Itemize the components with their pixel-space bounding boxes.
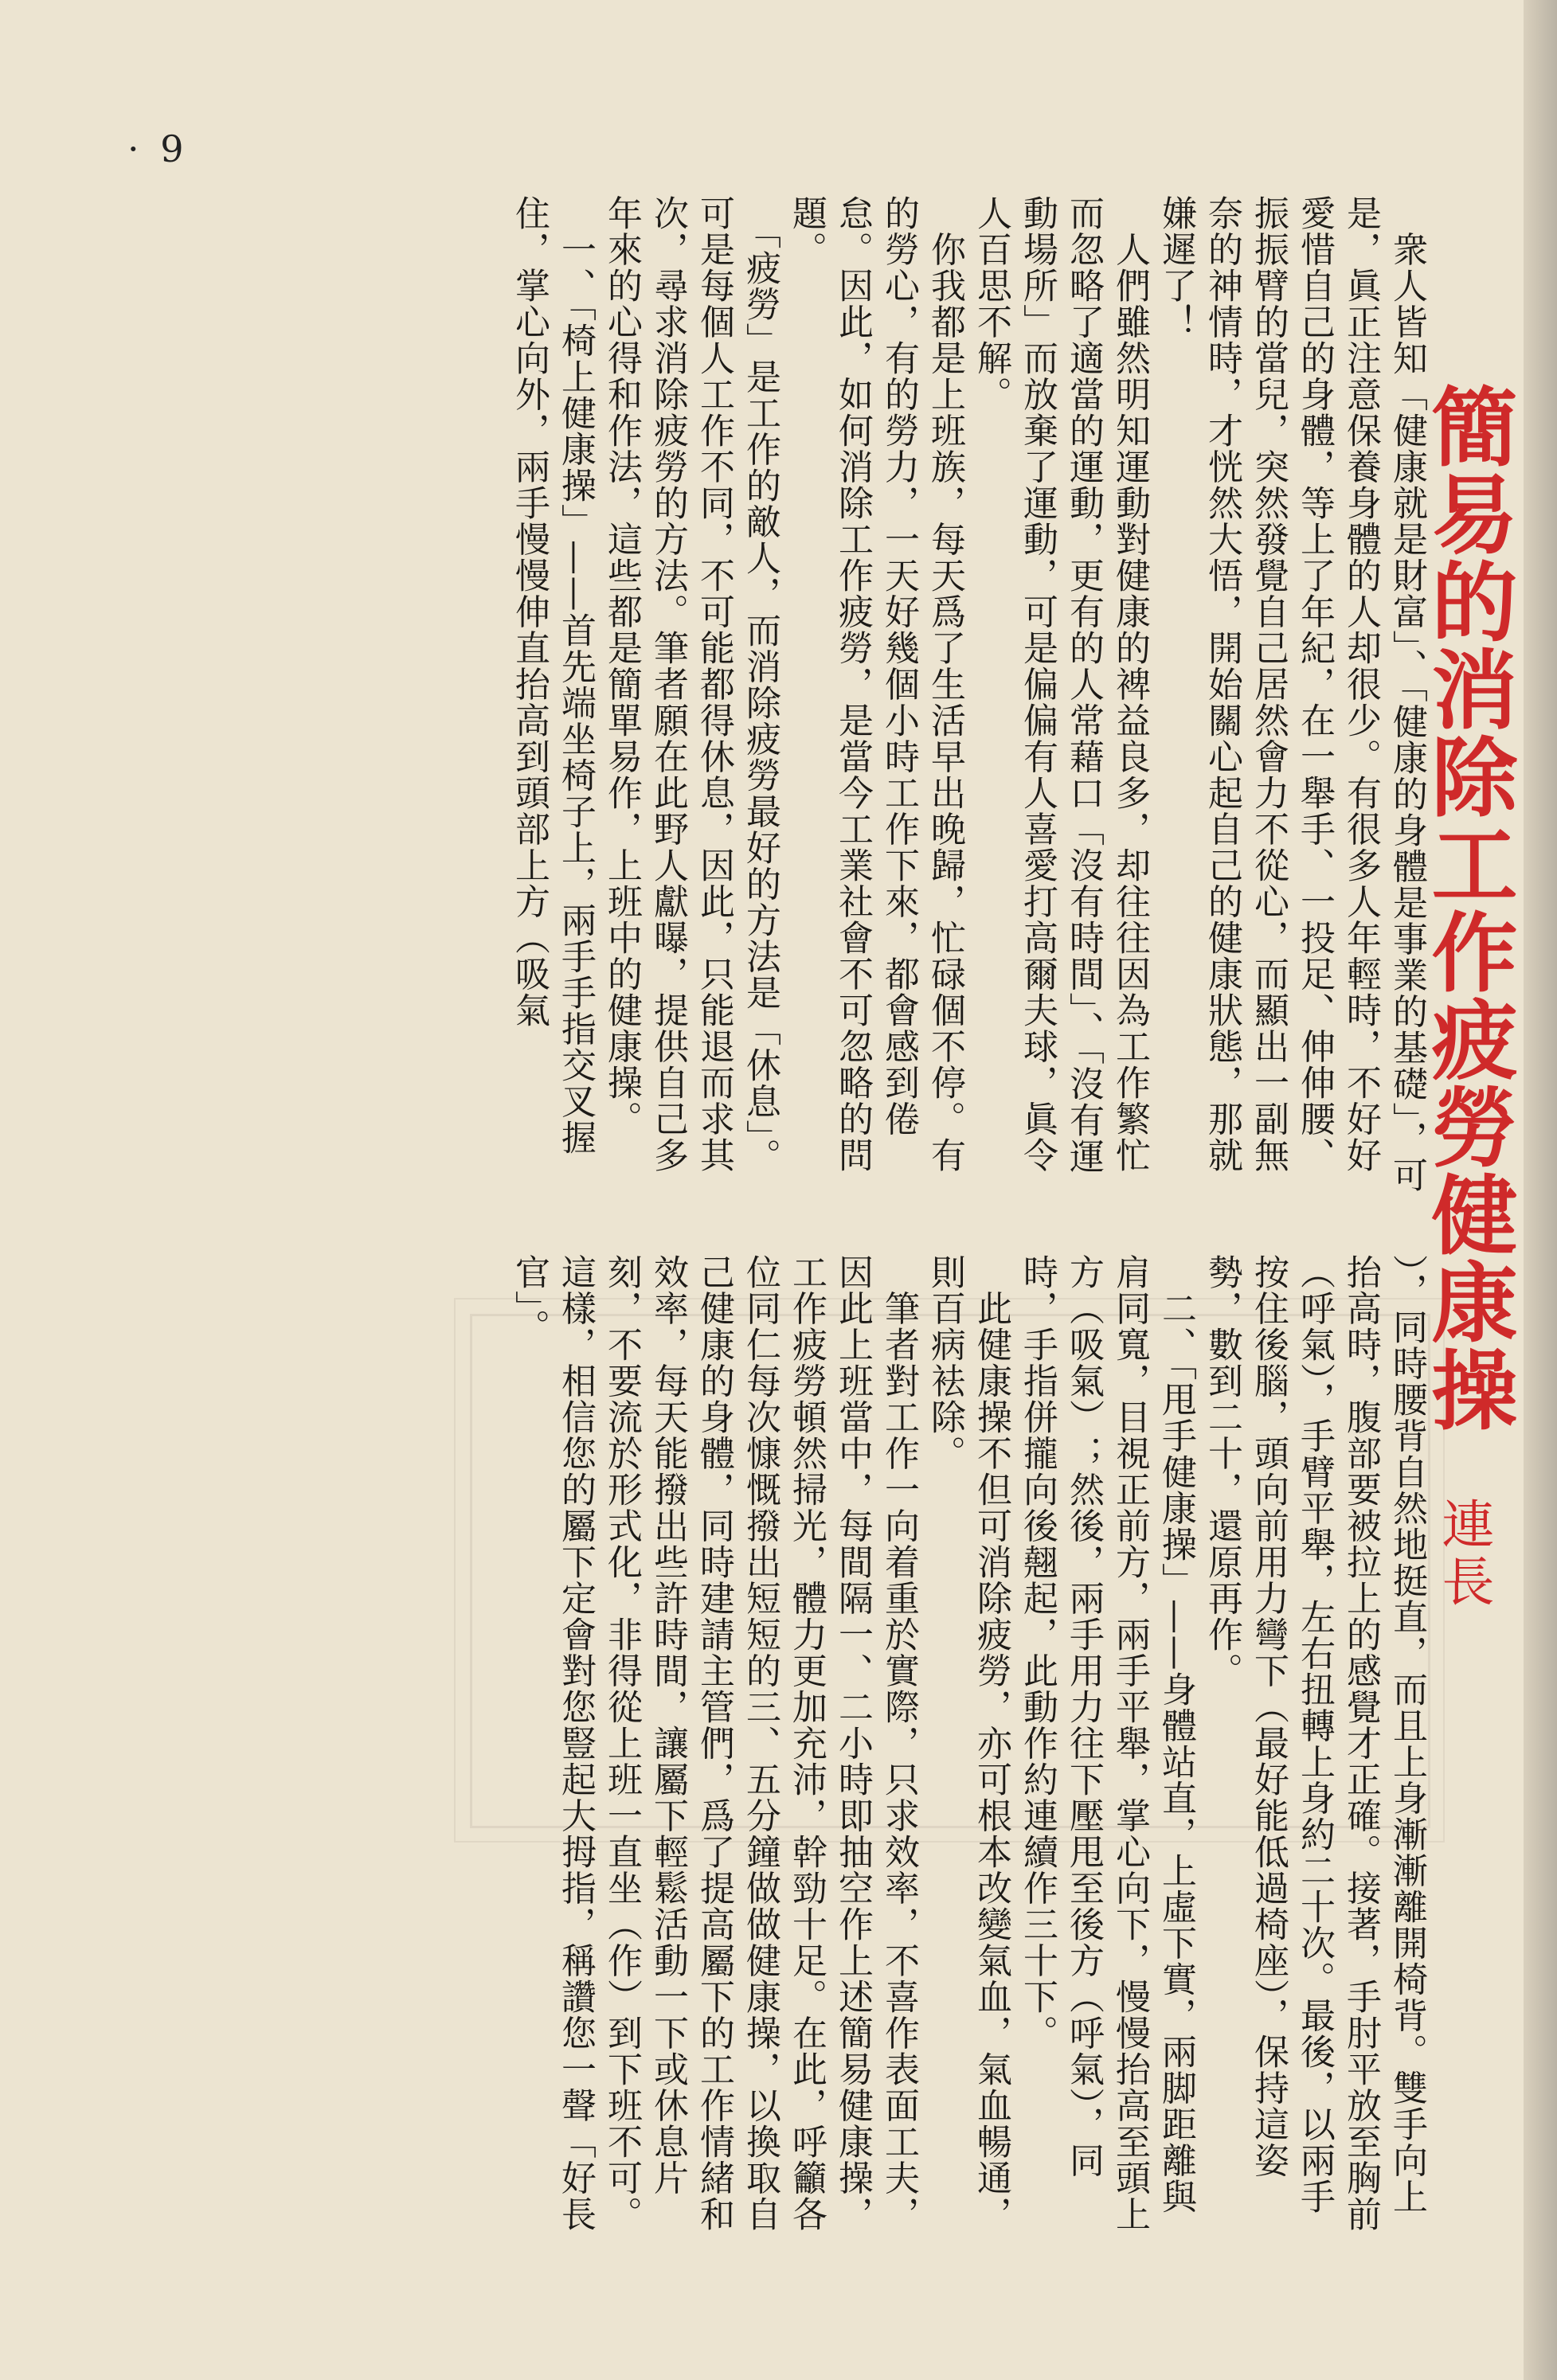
lower-text-block [139,1254,1430,2241]
page-number: · 9 [127,127,189,170]
paragraph: 筆者對工作一向着重於實際，只求效率，不喜作表面工夫，因此上班當中，每間隔一、二小時即抽空作上述簡易健康操，工作疲勞頓然掃光，體力更加充沛，幹勁十足。在此，呼籲各位同仁每次慷慨撥出短短的三、五分鐘做做健康操，以換取自己健康的身體，同時建請主管們，爲了提高屬下的工作情緒和效率，每天能撥出些許時間，讓屬下輕鬆活動一下或休息片刻，不要流於形式化，非得從上班一直坐（作）到下班不可。這樣，相信您的屬下定會對您豎起大拇指，稱讚您一聲「好長官」。 [509,1254,919,2233]
page-edge [1524,0,1557,2380]
paragraph: 人們雖然明知運動對健康的裨益良多，却往往因為工作繁忙而忽略了適當的運動，更有的人常藉口「沒有時間」、「沒有運動場所」而放棄了運動，可是偏偏有人喜愛打高爾夫球，眞令人百思不解。 [971,195,1150,1174]
article-title: 簡易的消除工作疲勞健康操 [1417,382,1516,1433]
paragraph: 「疲勞」是工作的敵人，而消除疲勞最好的方法是「休息」。可是每個人工作不同，不可能都得休息，因此，只能退而求其次，尋求消除疲勞的方法。筆者願在此野人獻曝，提供自己多年來的心得和作法，這些都是簡單易作，上班中的健康操。 [601,195,780,1174]
upper-text-block [123,195,1430,1198]
paragraph: ），同時腰背自然地挺直，而且上身漸漸離開椅背。雙手向上抬高時，腹部要被拉上的感覺才正確。接著，手肘平放至胸前（呼氣），手臂平舉，左右扭轉上身約二十次。最後，以兩手按住後腦，頭向前用力彎下（最好能低過椅座），保持這姿勢，數到二十，還原再作。 [1202,1254,1427,2233]
paragraph: 此健康操不但可消除疲勞，亦可根本改變氣血，氣血暢通，則百病袪除。 [925,1254,1011,2233]
paragraph: 衆人皆知「健康就是財富」、「健康的身體是事業的基礎」，可是，眞正注意保養身體的人却很少。有很多人年輕時，不好好愛惜自己的身體，等上了年紀，在一舉手、一投足、伸伸腰、振振臂的當兒，突然發覺自己居然會力不從心，而顯出一副無奈的神情時，才恍然大悟，開始關心起自己的健康狀態，那就嫌遲了！ [1156,195,1427,1194]
paragraph: 你我都是上班族，每天爲了生活早出晚歸，忙碌個不停。有的勞心，有的勞力，一天好幾個小時工作下來，都會感到倦怠。因此，如何消除工作疲勞，是當今工業社會不可忽略的問題。 [786,195,965,1174]
paragraph: 一、「椅上健康操」——首先端坐椅子上，兩手手指交叉握住，掌心向外，兩手慢慢伸直抬高到頭部上方（吸氣 [509,195,596,1156]
article-author: 連長 [1433,1497,1494,1612]
paragraph: 二、「甩手健康操」——身體站直，上虛下實，兩脚距離與肩同寬，目視正前方，兩手平舉，掌心向下，慢慢抬高至頭上方（吸氣）；然後，兩手用力往下壓甩至後方（呼氣），同時，手指併攏向後翹起，此動作約連續作三十下。 [1017,1254,1196,2233]
